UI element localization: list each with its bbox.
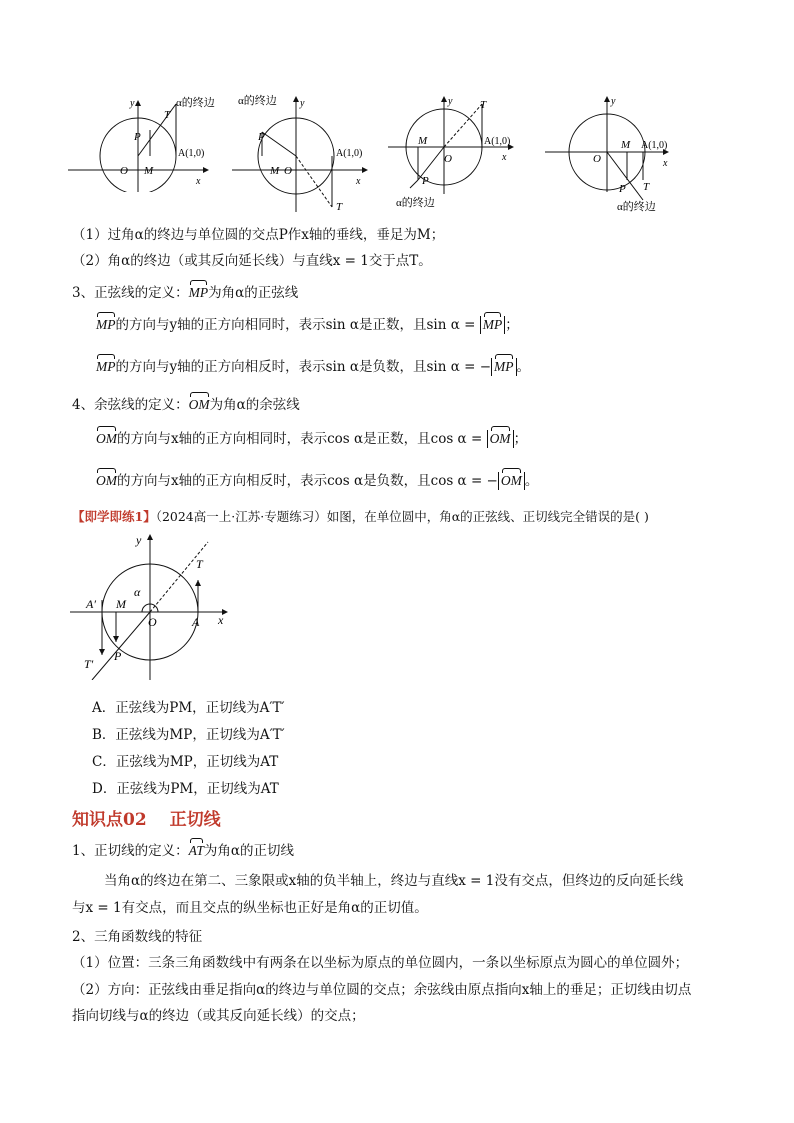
exercise-question: 【即学即练1】（2024高一上·江苏·专题练习）如图，在单位圆中，角α的正弦线、正切线完全错误的是( ): [72, 509, 649, 524]
svg-text:M: M: [418, 135, 428, 147]
tangent-paragraph-2: 与x = 1有交点，而且交点的纵坐标也正好是角α的正切值。: [72, 900, 428, 916]
svg-text:y: y: [448, 96, 453, 107]
svg-text:O: O: [284, 165, 292, 177]
tangent-paragraph-1: 当角α的终边在第二、三象限或x轴的负半轴上，终边与直线x = 1没有交点，但终边的反向延长线: [104, 873, 684, 889]
svg-text:T: T: [336, 201, 343, 213]
sine-definition: 3、正弦线的定义：MP为角α的正弦线: [72, 285, 299, 301]
option-c[interactable]: C．正弦线为MP，正切线为AT: [92, 754, 279, 770]
svg-text:A(1,0): A(1,0): [178, 148, 205, 159]
svg-text:x: x: [356, 176, 361, 187]
svg-text:y: y: [611, 96, 616, 107]
svg-text:M: M: [621, 139, 631, 151]
svg-text:T: T: [164, 109, 171, 121]
svg-text:O: O: [593, 153, 601, 165]
figure-quadrant-3: [388, 92, 523, 217]
svg-text:P: P: [619, 183, 626, 195]
svg-text:A′: A′: [86, 597, 96, 611]
svg-text:A: A: [192, 615, 200, 629]
svg-text:P: P: [258, 131, 265, 143]
option-a[interactable]: A．正弦线为PM，正切线为A′T′: [92, 700, 285, 716]
svg-text:M: M: [116, 597, 126, 611]
sine-negative-text: MP的方向与y轴的正方向相反时，表示sin α是负数，且sin α = − MP 。: [96, 359, 531, 375]
feature-position: （1）位置：三条三角函数线中有两条在以坐标为原点的单位圆内，一条以坐标原点为圆心的单位圆外；: [72, 955, 689, 971]
svg-text:A(1,0): A(1,0): [336, 148, 363, 159]
fig4-alpha-label: α的终边: [617, 201, 656, 213]
feature-direction-1: （2）方向：正弦线由垂足指向α的终边与单位圆的交点；余弦线由原点指向x轴上的垂足；正切线由切点: [72, 982, 692, 998]
svg-text:P: P: [114, 649, 122, 663]
svg-text:T: T: [196, 557, 203, 571]
svg-text:O: O: [148, 615, 157, 629]
fig1-alpha-label: α的终边: [176, 97, 215, 109]
fig2-alpha-label: α的终边: [238, 95, 277, 107]
svg-text:O: O: [444, 153, 452, 165]
knowledge-point-title: 知识点02 正切线: [72, 810, 221, 830]
sine-positive-text: MP的方向与y轴的正方向相同时，表示sin α是正数，且sin α = MP ；: [96, 317, 519, 333]
tangent-definition: 1、正切线的定义：AT为角α的正切线: [72, 843, 294, 859]
svg-text:T: T: [480, 99, 487, 111]
svg-text:x: x: [196, 176, 201, 187]
svg-text:T′: T′: [84, 657, 94, 671]
vector-at: AT: [188, 843, 204, 858]
cosine-negative-text: OM的方向与x轴的正方向相反时，表示cos α是负数，且cos α = − OM 。: [96, 473, 539, 489]
fig3-alpha-label: α的终边: [396, 197, 435, 209]
svg-text:M: M: [144, 165, 154, 177]
vector-om: OM: [188, 397, 210, 412]
svg-text:y: y: [136, 533, 142, 547]
svg-text:O: O: [120, 165, 128, 177]
exercise-figure: [70, 530, 235, 680]
figure-quadrant-4: [545, 92, 680, 217]
exercise-tag: 【即学即练1】: [72, 509, 156, 524]
svg-text:y: y: [130, 98, 135, 109]
svg-text:T: T: [643, 181, 650, 193]
option-b[interactable]: B．正弦线为MP，正切线为A′T′: [92, 727, 285, 743]
svg-text:x: x: [502, 152, 507, 163]
option-d[interactable]: D．正弦线为PM，正切线为AT: [92, 781, 279, 797]
step-2-text: （2）角α的终边（或其反向延长线）与直线x = 1交于点T。: [72, 253, 432, 269]
figure-quadrant-2: [232, 92, 372, 217]
svg-text:P: P: [422, 175, 429, 187]
svg-text:y: y: [300, 98, 305, 109]
svg-text:x: x: [663, 158, 668, 169]
step-1-text: （1）过角α的终边与单位圆的交点P作x轴的垂线，垂足为M；: [72, 227, 445, 243]
svg-text:P: P: [134, 131, 141, 143]
feature-direction-2: 指向切线与α的终边（或其反向延长线）的交点；: [72, 1008, 365, 1024]
svg-text:α: α: [134, 585, 141, 599]
cosine-definition: 4、余弦线的定义：OM为角α的余弦线: [72, 397, 300, 413]
svg-text:M: M: [270, 165, 280, 177]
figure-quadrant-1: [68, 92, 233, 192]
svg-text:A(1,0): A(1,0): [484, 136, 511, 147]
svg-text:x: x: [218, 613, 224, 627]
vector-mp: MP: [188, 285, 209, 300]
features-heading: 2、三角函数线的特征: [72, 929, 203, 945]
svg-text:A(1,0): A(1,0): [641, 140, 668, 151]
cosine-positive-text: OM的方向与x轴的正方向相同时，表示cos α是正数，且cos α = OM ；: [96, 431, 528, 447]
